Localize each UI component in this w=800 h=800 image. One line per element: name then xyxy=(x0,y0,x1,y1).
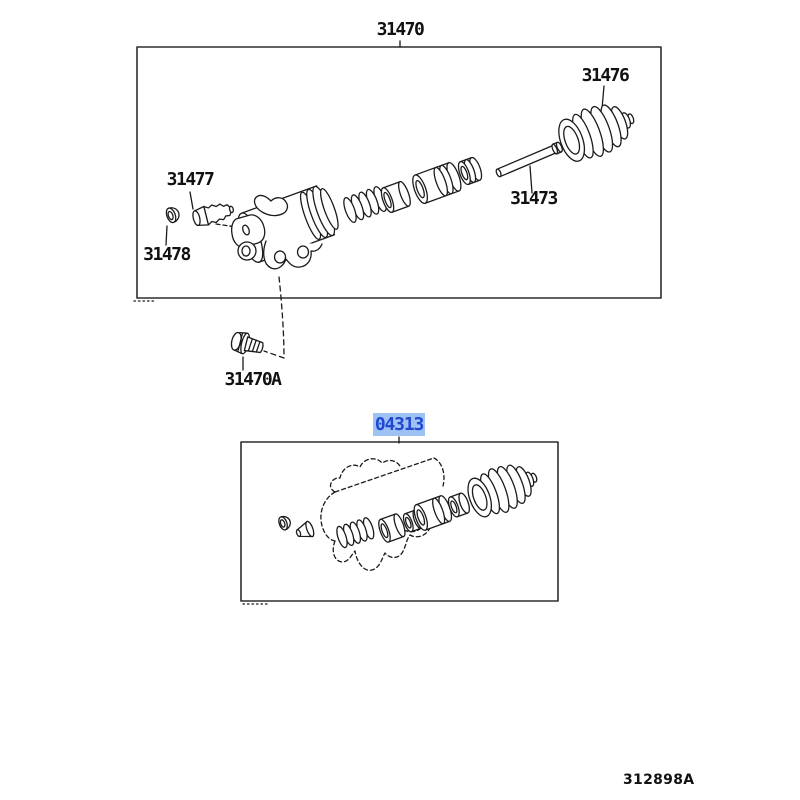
part-label-04313-highlighted[interactable]: 04313 xyxy=(374,414,424,435)
part-label-31476[interactable]: 31476 xyxy=(581,65,629,86)
kit-boot xyxy=(462,455,544,522)
push-rod-31473 xyxy=(495,141,564,178)
dash-body-to-bolt xyxy=(264,277,284,358)
mounting-bolt-31470a xyxy=(229,330,265,358)
part-label-31470[interactable]: 31470 xyxy=(376,19,424,40)
release-cylinder-body xyxy=(232,183,343,269)
body-mount-flange xyxy=(264,241,322,269)
body-lower-ear xyxy=(238,242,256,260)
part-label-31478[interactable]: 31478 xyxy=(143,244,190,265)
leader-31477 xyxy=(190,192,193,209)
part-label-31477[interactable]: 31477 xyxy=(166,169,214,190)
kit-cup-seal xyxy=(376,513,407,544)
boot-31476 xyxy=(553,94,642,167)
kit-spring xyxy=(335,517,376,549)
part-label-31473[interactable]: 31473 xyxy=(510,188,557,209)
piston xyxy=(410,161,464,205)
diagram-code: 312898A xyxy=(623,772,695,788)
kit-valve-nose xyxy=(294,520,315,541)
kit-bleeder-cap xyxy=(277,514,292,531)
bleeder-cap-31478 xyxy=(165,206,182,224)
leader-31478 xyxy=(166,226,167,245)
part-label-31470a[interactable]: 31470A xyxy=(224,369,281,390)
bleeder-plug-31477 xyxy=(191,200,235,228)
